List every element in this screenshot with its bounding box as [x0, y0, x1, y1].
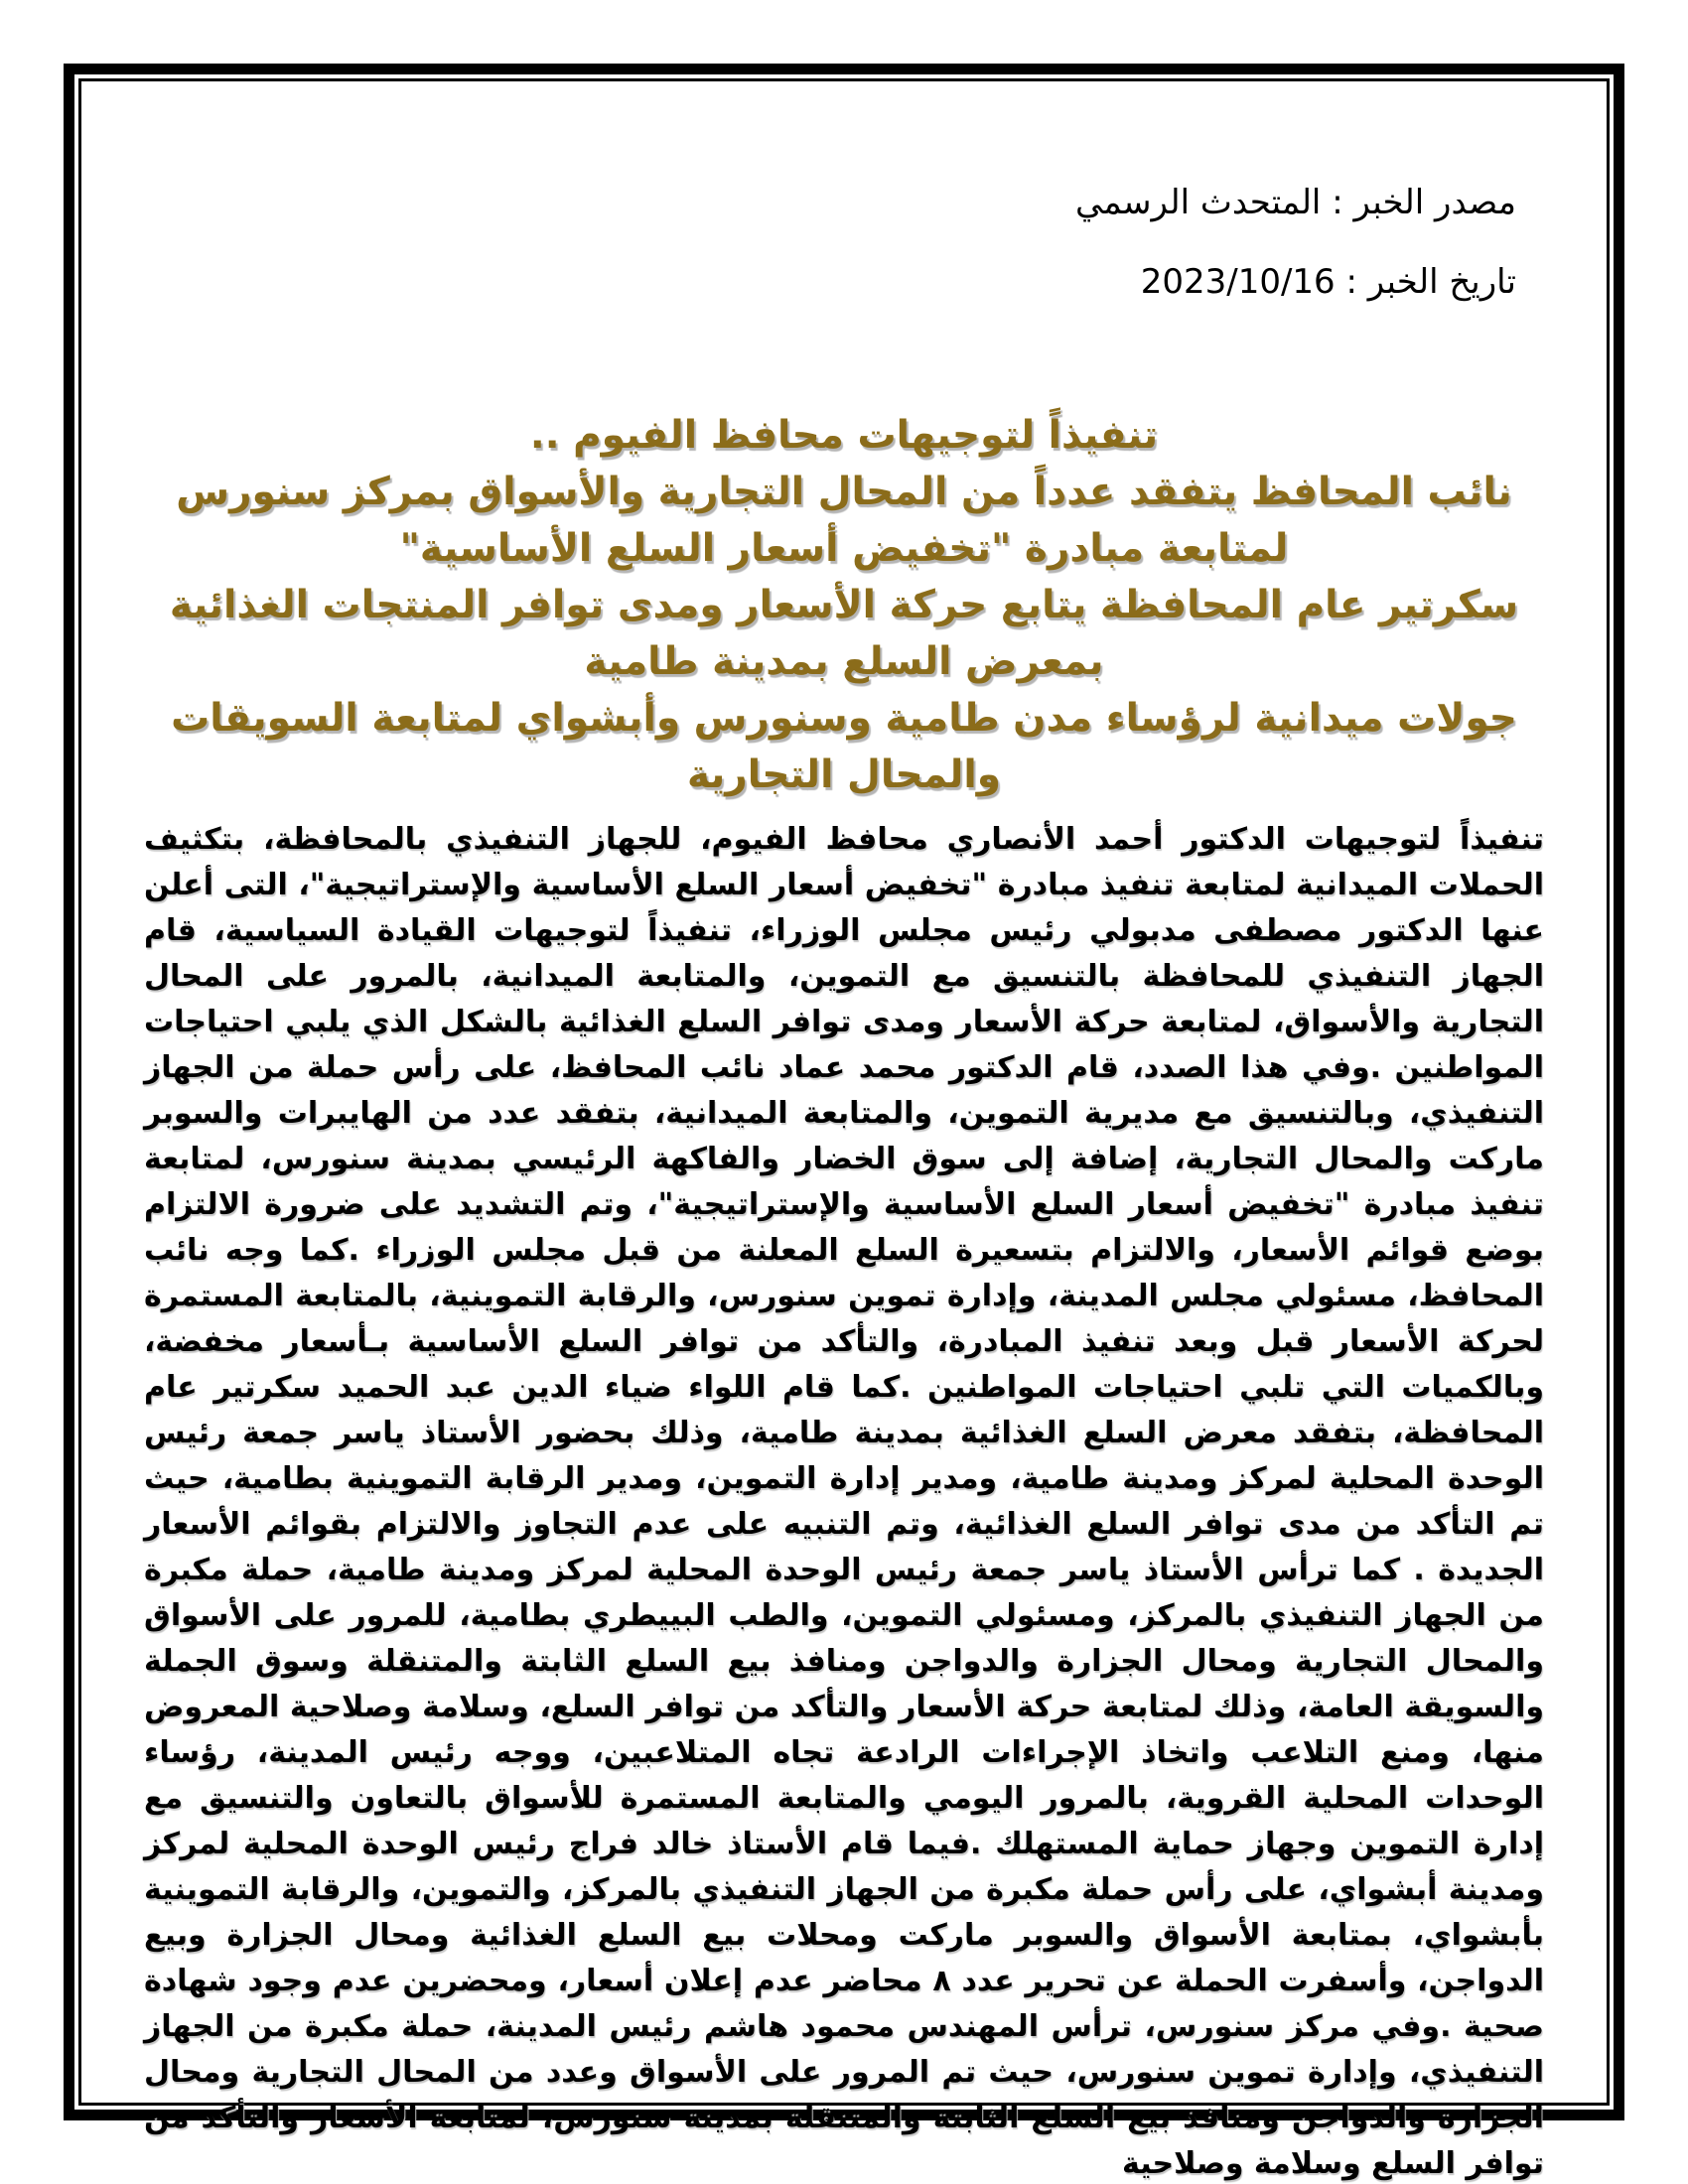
title-line-2: نائب المحافظ يتفقد عدداً من المحال التجارية والأسواق بمركز سنورس لمتابعة مبادرة "تخفيض أسعار السلع الأساسية"	[176, 470, 1512, 571]
title-line-1: تنفيذاً لتوجيهات محافظ الفيوم ..	[529, 413, 1159, 458]
body-paragraph: تنفيذاً لتوجيهات الدكتور أحمد الأنصاري محافظ الفيوم، للجهاز التنفيذي بالمحافظة، بتكثيف الحملات الميدانية لمتابعة تنفيذ مبادرة "تخفيض أسعار السلع الأساسية والإستراتيجية"، التى أعلن عنها الدكتور مصطفى مدبولي رئيس مجلس الوزراء، تنفيذاً لتوجيهات القيادة السياسية، قام الجهاز التنفيذي للمحافظة بالتنسيق مع التموين، والمتابعة الميدانية، بالمرور على المحال التجارية والأسواق، لمتابعة حركة الأسعار ومدى توافر السلع الغذائية بالشكل الذي يلبي احتياجات المواطنين .وفي هذا الصدد، قام الدكتور محمد عماد نائب المحافظ، على رأس حملة من الجهاز التنفيذي، وبالتنسيق مع مديرية التموين، والمتابعة الميدانية، بتفقد عدد من الهايبرات والسوبر ماركت والمحال التجارية، إضافة إلى سوق الخضار والفاكهة الرئيسي بمدينة سنورس، لمتابعة تنفيذ مبادرة "تخفيض أسعار السلع الأساسية والإستراتيجية"، وتم التشديد على ضرورة الالتزام بوضع قوائم الأسعار، والالتزام بتسعيرة السلع المعلنة من قبل مجلس الوزراء .كما وجه نائب المحافظ، مسئولي مجلس المدينة، وإدارة تموين سنورس، والرقابة التموينية، بالمتابعة المستمرة لحركة الأسعار قبل وبعد تنفيذ المبادرة، والتأكد من توافر السلع الأساسية بـأسعار مخفضة، وبالكميات التي تلبي احتياجات المواطنين .كما قام اللواء ضياء الدين عبد الحميد سكرتير عام المحافظة، بتفقد معرض السلع الغذائية بمدينة طامية، وذلك بحضور الأستاذ ياسر جمعة رئيس الوحدة المحلية لمركز ومدينة طامية، ومدير إدارة التموين، ومدير الرقابة التموينية بطامية، حيث تم التأكد من مدى توافر السلع الغذائية، وتم التنبيه على عدم التجاوز والالتزام بقوائم الأسعار الجديدة . كما ترأس الأستاذ ياسر جمعة رئيس الوحدة المحلية لمركز ومدينة طامية، حملة مكبرة من الجهاز التنفيذي بالمركز، ومسئولي التموين، والطب البييطري بطامية، للمرور على الأسواق والمحال التجارية ومحال الجزارة والدواجن ومنافذ بيع السلع الثابتة والمتنقلة وسوق الجملة والسويقة العامة، وذلك لمتابعة حركة الأسعار والتأكد من توافر السلع، وسلامة وصلاحية المعروض منها، ومنع التلاعب واتخاذ الإجراءات الرادعة تجاه المتلاعبين، ووجه رئيس المدينة، رؤساء الوحدات المحلية القروية، بالمرور اليومي والمتابعة المستمرة للأسواق بالتعاون والتنسيق مع إدارة التموين وجهاز حماية المستهلك .فيما قام الأستاذ خالد فراج رئيس الوحدة المحلية لمركز ومدينة أبشواي، على رأس حملة مكبرة من الجهاز التنفيذي بالمركز، والتموين، والرقابة التموينية بأبشواي، بمتابعة الأسواق والسوبر ماركت ومحلات بيع السلع الغذائية ومحال الجزارة وبيع الدواجن، وأسفرت الحملة عن تحرير عدد ٨ محاضر عدم إعلان أسعار، ومحضرين عدم وجود شهادة صحية .وفي مركز سنورس، ترأس المهندس محمود هاشم رئيس المدينة، حملة مكبرة من الجهاز التنفيذي، وإدارة تموين سنورس، حيث تم المرور على الأسواق وعدد من المحال التجارية ومحال الجزارة والدواجن ومنافذ بيع السلع الثابتة والمتنقلة بمدينة سنورس، لمتابعة الأسعار والتأكد من توافر السلع وسلامة وصلاحية	[144, 822, 1544, 2181]
document-header	[144, 181, 1544, 304]
news-source-line: مصدر الخبر : المتحدث الرسمي	[1075, 183, 1516, 222]
title-line-3: سكرتير عام المحافظة يتابع حركة الأسعار ومدى توافر المنتجات الغذائية بمعرض السلع بمدينة طامية	[169, 583, 1519, 684]
document-title	[144, 407, 1544, 803]
news-date-line: تاريخ الخبر : 2023/10/16	[1140, 262, 1516, 302]
title-line-4: جولات ميدانية لرؤساء مدن طامية وسنورس وأبشواي لمتابعة السويقات والمحال التجارية	[171, 696, 1517, 797]
document-content	[144, 81, 1544, 2184]
